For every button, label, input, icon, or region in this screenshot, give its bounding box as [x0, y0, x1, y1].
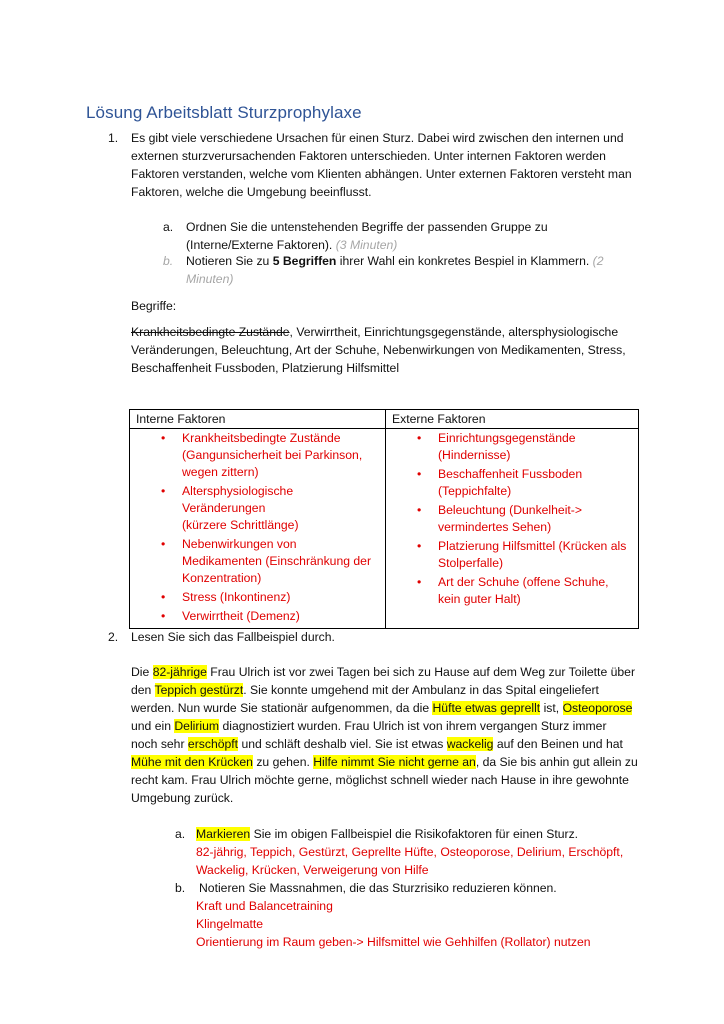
case-text: , da Sie bis anhin gut allein zu — [475, 755, 638, 769]
external-cell — [386, 429, 639, 629]
q2-b-answer: Klingelmatte — [196, 917, 264, 931]
begriffe-list — [131, 323, 651, 377]
q1-b-time1: (2 — [592, 254, 604, 268]
item-line: kein guter Halt) — [438, 592, 521, 606]
q1-b-pre: Notieren Sie zu — [186, 254, 273, 268]
q2-b-answer: Orientierung im Raum geben-> Hilfsmittel wie Gehhilfen (Rollator) nutzen — [196, 935, 591, 949]
factors-table — [129, 409, 639, 629]
q2-b-question: Notieren Sie Massnahmen, die das Sturzrisiko reduzieren können. — [199, 881, 557, 895]
item-line: Art der Schuhe (offene Schuhe, — [438, 575, 609, 589]
highlight: erschöpft — [187, 737, 239, 751]
case-text: Frau Ulrich ist vor zwei Tagen bei sich zu Hause auf dem Weg zur Toilette über — [206, 665, 636, 679]
list-item — [136, 536, 379, 587]
list-item — [392, 538, 632, 572]
case-text: noch sehr — [131, 737, 188, 751]
begriffe-line1-rest: , Verwirrtheit, Einrichtungsgegenstände, altersphysiologische — [289, 325, 619, 339]
list-item — [392, 574, 632, 608]
question-2-intro: Lesen Sie sich das Fallbeispiel durch. — [131, 630, 335, 644]
q2-a-answer: 82-jährig, Teppich, Gestürzt, Geprellte Hüfte, Osteoporose, Delirium, Erschöpft, — [196, 845, 624, 859]
item-line: (Teppichfalte) — [438, 484, 512, 498]
table-header-row — [130, 410, 639, 429]
q1-line: externen sturzverursachenden Faktoren unterschieden. Unter internen Faktoren werden — [131, 149, 606, 163]
case-text: den — [131, 683, 155, 697]
case-text: . Sie konnte umgehend mit der Ambulanz in das Spital eingeliefert — [243, 683, 599, 697]
begriffe-struck-term: Krankheitsbedingte Zustände — [131, 325, 290, 339]
case-line: Umgebung zurück. — [131, 791, 234, 805]
case-text: Die — [131, 665, 153, 679]
item-line: Konzentration) — [182, 571, 262, 585]
case-text: und ein — [131, 719, 175, 733]
q1-b-time2: Minuten) — [186, 272, 234, 286]
page-title: Lösung Arbeitsblatt Sturzprophylaxe — [86, 103, 362, 122]
case-line — [131, 663, 651, 681]
bullet-icon: • — [417, 575, 422, 589]
bullet-icon: • — [417, 431, 422, 445]
case-text: auf den Beinen und hat — [493, 737, 623, 751]
internal-cell — [130, 429, 386, 629]
case-line — [131, 699, 651, 717]
item-line: Einrichtungsgegenstände — [438, 431, 576, 445]
case-line — [131, 717, 651, 735]
begriffe-line1 — [131, 323, 651, 341]
header-internal: Interne Faktoren — [130, 410, 386, 429]
bullet-icon: • — [161, 590, 166, 604]
case-line — [131, 681, 651, 699]
q1-a-label: a. — [163, 220, 174, 234]
bullet-icon: • — [161, 609, 166, 623]
q2-a-text — [196, 825, 666, 879]
highlight: Teppich gestürzt — [154, 683, 244, 697]
bullet-icon: • — [161, 431, 166, 445]
item-line: Nebenwirkungen von — [182, 537, 297, 551]
highlight: Hilfe nimmt Sie nicht gerne an — [313, 755, 476, 769]
item-line: vermindertes Sehen) — [438, 520, 552, 534]
q1-a-text — [186, 218, 548, 254]
item-line: Verwirrtheit (Demenz) — [182, 609, 300, 623]
q1-line: Es gibt viele verschiedene Ursachen für einen Sturz. Dabei wird zwischen den internen und — [131, 131, 624, 145]
highlight: 82-jährige — [152, 665, 207, 679]
bullet-icon: • — [161, 484, 166, 498]
external-list — [392, 430, 632, 608]
case-text: werden. Nun wurde Sie stationär aufgenommen, da die — [131, 701, 433, 715]
highlight: Markieren — [196, 827, 251, 841]
item-line: Beleuchtung (Dunkelheit-> — [438, 503, 582, 517]
highlight: Hüfte etwas geprellt — [432, 701, 541, 715]
q1-line: Faktoren, welche die Umgebung beeinflusst. — [131, 185, 372, 199]
q1-b-bold: 5 Begriffen — [272, 254, 337, 268]
highlight: wackelig — [446, 737, 494, 751]
list-item — [392, 502, 632, 536]
bullet-icon: • — [161, 537, 166, 551]
q2-b-answer: Kraft und Balancetraining — [196, 899, 333, 913]
list-item — [392, 430, 632, 464]
item-line: Stolperfalle) — [438, 556, 504, 570]
case-study-text — [131, 663, 651, 807]
case-text: diagnostiziert wurden. Frau Ulrich ist von ihrem vergangen Sturz immer — [219, 719, 607, 733]
case-text: ist, — [540, 701, 563, 715]
internal-list — [136, 430, 379, 625]
case-line — [131, 735, 651, 753]
list-item — [136, 589, 379, 606]
q2-a-answer: Wackelig, Krücken, Verweigerung von Hilfe — [196, 863, 429, 877]
q1-b-line1 — [186, 252, 616, 270]
item-line: Platzierung Hilfsmittel (Krücken als — [438, 539, 627, 553]
q1-a-time: (3 Minuten) — [335, 238, 398, 252]
case-line: recht kam. Frau Ulrich möchte gerne, möglichst schnell wieder nach Hause in ihre gewohnte — [131, 773, 629, 787]
question-1-number: 1. — [108, 131, 119, 145]
q1-line: Faktoren verstanden, welche vom Klienten abhängen. Unter externen Faktoren versteht man — [131, 167, 632, 181]
table-row — [130, 429, 639, 629]
item-line: Stress (Inkontinenz) — [182, 590, 291, 604]
item-line: wegen zittern) — [182, 465, 259, 479]
highlight: Mühe mit den Krücken — [131, 755, 253, 769]
question-2-number: 2. — [108, 630, 119, 644]
q2-b-label: b. — [175, 881, 186, 895]
q1-a-line1: Ordnen Sie die untenstehenden Begriffe der passenden Gruppe zu — [186, 220, 548, 234]
item-line: Medikamenten (Einschränkung der — [182, 554, 372, 568]
q2-a-rest: Sie im obigen Fallbeispiel die Risikofaktoren für einen Sturz. — [250, 827, 579, 841]
item-line: Krankheitsbedingte Zustände — [182, 431, 341, 445]
q2-b-answers — [196, 897, 666, 951]
item-line: Beschaffenheit Fussboden — [438, 467, 583, 481]
bullet-icon: • — [417, 539, 422, 553]
begriffe-line3: Beschaffenheit Fussboden, Platzierung Hilfsmittel — [131, 361, 400, 375]
item-line: (Gangunsicherheit bei Parkinson, — [182, 448, 363, 462]
bullet-icon: • — [417, 503, 422, 517]
item-line: Altersphysiologische Veränderungen — [182, 484, 294, 515]
list-item — [136, 430, 379, 481]
bullet-icon: • — [417, 467, 422, 481]
q2-b-text — [199, 879, 669, 897]
case-text: zu gehen. — [252, 755, 314, 769]
q1-b-label: b. — [163, 254, 174, 268]
highlight: Osteoporose — [562, 701, 633, 715]
q2-a-line1 — [196, 825, 666, 843]
item-line: (Hindernisse) — [438, 448, 511, 462]
header-external: Externe Faktoren — [386, 410, 639, 429]
case-line — [131, 753, 651, 771]
case-text: und schläft deshalb viel. Sie ist etwas — [238, 737, 447, 751]
item-line: (kürzere Schrittlänge) — [182, 518, 299, 532]
list-item — [136, 608, 379, 625]
question-1-text — [131, 129, 646, 201]
q2-a-label: a. — [175, 827, 186, 841]
q1-b-post: ihrer Wahl ein konkretes Bespiel in Klammern. — [336, 254, 590, 268]
highlight: Delirium — [174, 719, 220, 733]
q1-a-line2-text: (Interne/Externe Faktoren). — [186, 238, 333, 252]
list-item — [136, 483, 379, 534]
q1-b-text — [186, 252, 616, 288]
begriffe-label: Begriffe: — [131, 299, 177, 313]
list-item — [392, 466, 632, 500]
begriffe-line2: Veränderungen, Beleuchtung, Art der Schuhe, Nebenwirkungen von Medikamenten, Stress, — [131, 343, 626, 357]
